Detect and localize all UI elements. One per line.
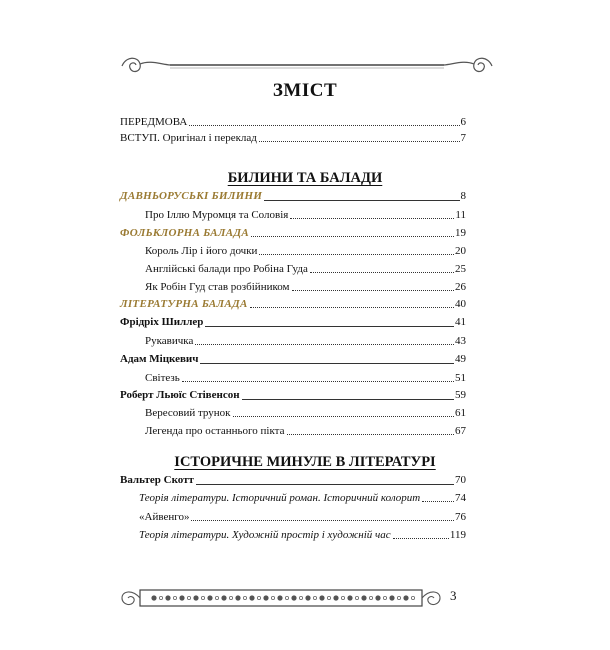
toc-entry-label: Фрідріх Шиллер [120, 316, 204, 328]
toc-page-number: 61 [455, 407, 466, 419]
toc-entry-author[interactable] [120, 469, 466, 487]
toc-page-number: 76 [455, 511, 466, 523]
dot-leader [182, 381, 454, 382]
toc-entry-author[interactable] [120, 348, 466, 366]
toc-entry-theory[interactable] [139, 524, 466, 542]
dot-leader [422, 501, 454, 502]
dot-leader [251, 236, 454, 237]
toc-entry-label: ФОЛЬКЛОРНА БАЛАДА [120, 227, 250, 239]
toc-entry-label: ПЕРЕДМОВА [120, 116, 188, 128]
toc-entry-category[interactable] [120, 222, 466, 240]
toc-page-number: 59 [455, 389, 466, 401]
toc-page-number: 19 [455, 227, 466, 239]
dot-leader [310, 272, 454, 273]
toc-page-number: 51 [455, 372, 466, 384]
toc-page-number: 70 [455, 474, 466, 486]
toc-entry-label: ДАВНЬОРУСЬКІ БИЛИНИ [120, 190, 263, 202]
toc-page-number: 26 [455, 281, 466, 293]
toc-page-number: 11 [455, 209, 466, 221]
section-heading-bylyny-balady: БИЛИНИ ТА БАЛАДИ [227, 170, 383, 186]
toc-entry-label: «Айвенго» [139, 511, 190, 523]
page-title: ЗМІСТ [272, 80, 338, 101]
dot-leader [290, 218, 454, 219]
dot-leader [205, 326, 454, 327]
toc-entry-label: Король Лір і його дочки [145, 245, 258, 257]
toc-entry[interactable] [145, 258, 466, 276]
dot-leader [191, 520, 454, 521]
dot-leader [264, 200, 459, 201]
toc-entry-theory[interactable] [139, 487, 466, 505]
dot-leader [287, 434, 455, 435]
toc-entry-introduction[interactable] [120, 127, 466, 145]
toc-entry-label: Вересовий трунок [145, 407, 231, 419]
toc-entry-label: ВСТУП. Оригінал і переклад [120, 132, 257, 144]
toc-entry[interactable] [145, 240, 466, 258]
section-heading-istorychne-mynule: ІСТОРИЧНЕ МИНУЛЕ В ЛІТЕРАТУРІ [174, 454, 436, 470]
dot-leader [259, 254, 454, 255]
toc-entry[interactable] [145, 276, 466, 294]
toc-entry[interactable] [145, 420, 466, 438]
toc-entry-label: Вальтер Скотт [120, 474, 194, 486]
toc-entry-author[interactable] [120, 311, 466, 329]
toc-entry-label: Теорія літератури. Художній простір і художній час [139, 529, 391, 541]
toc-page-number: 8 [460, 190, 466, 202]
toc-page-number: 43 [455, 335, 466, 347]
toc-entry[interactable] [145, 204, 466, 222]
dot-leader [259, 141, 460, 142]
top-ornament-divider [116, 52, 498, 80]
dot-leader [250, 307, 454, 308]
bottom-ornament-border [116, 583, 446, 613]
toc-entry-label: Рукавичка [145, 335, 194, 347]
toc-entry-label: Легенда про останнього пікта [145, 425, 285, 437]
dot-leader [393, 538, 449, 539]
toc-page-number: 20 [455, 245, 466, 257]
toc-page-number: 67 [455, 425, 466, 437]
dot-leader [233, 416, 454, 417]
toc-page-number: 41 [455, 316, 466, 328]
toc-entry-label: Про Іллю Муромця та Соловія [145, 209, 289, 221]
toc-page-number: 119 [449, 529, 466, 541]
toc-entry-label: Світезь [145, 372, 180, 384]
toc-entry-label: ЛІТЕРАТУРНА БАЛАДА [120, 298, 248, 310]
dot-leader [196, 484, 454, 485]
toc-page-number: 25 [455, 263, 466, 275]
toc-entry-label: Теорія літератури. Історичний роман. Історичний колорит [139, 492, 421, 504]
toc-page-number: 49 [455, 353, 466, 365]
dot-leader [195, 344, 454, 345]
toc-entry-author[interactable] [120, 384, 466, 402]
toc-page-number: 40 [455, 298, 466, 310]
dot-leader [292, 290, 454, 291]
toc-entry[interactable] [139, 506, 466, 524]
toc-page-number: 6 [460, 116, 466, 128]
toc-entry-label: Англійські балади про Робіна Гуда [145, 263, 308, 275]
dot-leader [200, 363, 454, 364]
toc-entry[interactable] [145, 402, 466, 420]
toc-entry-category[interactable] [120, 185, 466, 203]
dot-leader [242, 399, 454, 400]
toc-entry-label: Як Робін Гуд став розбійником [145, 281, 290, 293]
toc-entry[interactable] [145, 330, 466, 348]
toc-entry[interactable] [145, 367, 466, 385]
toc-page-number: 74 [455, 492, 466, 504]
toc-entry-label: Роберт Льюїс Стівенсон [120, 389, 240, 401]
page-number: 3 [450, 588, 457, 603]
toc-entry-category[interactable] [120, 293, 466, 311]
dot-leader [189, 125, 459, 126]
toc-page-number: 7 [460, 132, 466, 144]
toc-entry-label: Адам Міцкевич [120, 353, 199, 365]
